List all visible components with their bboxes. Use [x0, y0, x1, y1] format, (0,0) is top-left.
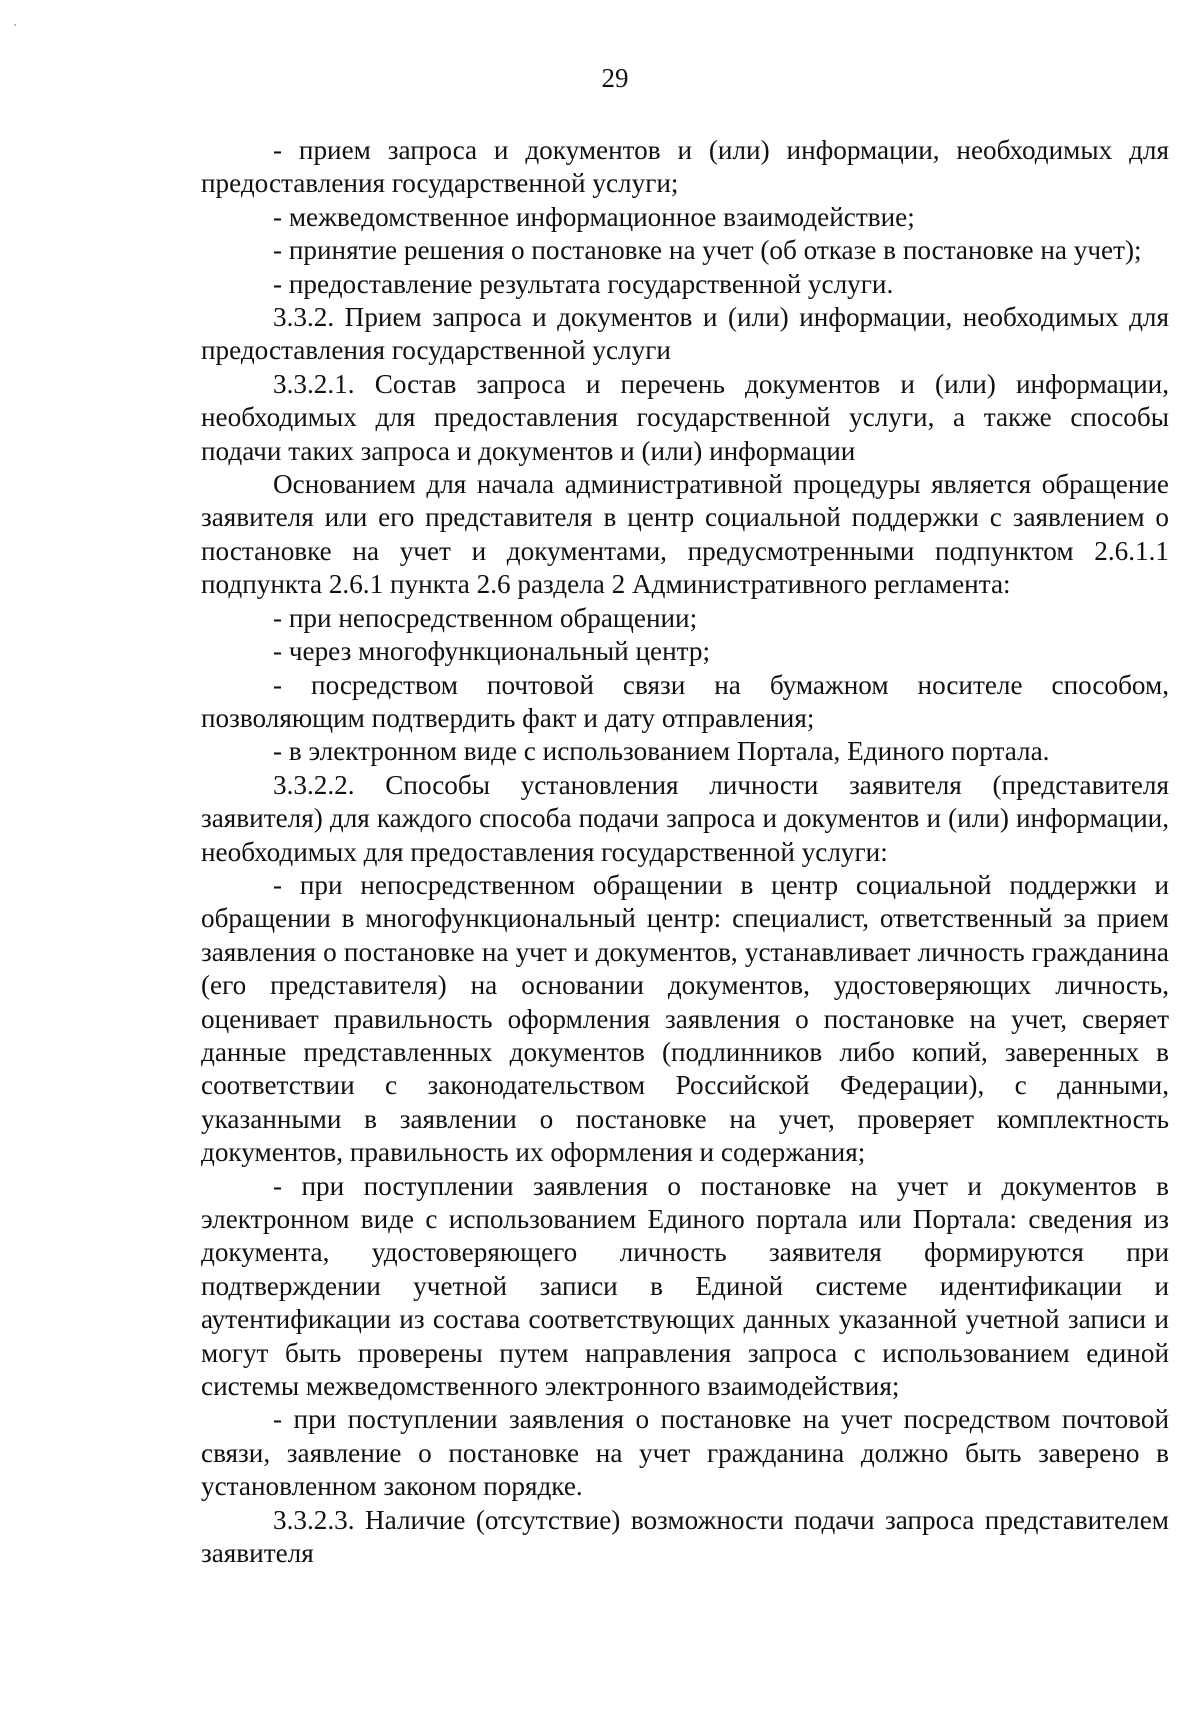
paragraph-list-item: - при поступлении заявления о постановке на учет посредством почтовой связи, заявление о постановке на учет гражданина должно быть заверено в установленном законом порядке. — [201, 1404, 1169, 1502]
section-heading: 3.3.2. Прием запроса и документов и (или) информации, необходимых для предоставления государственной услуги — [201, 302, 1169, 366]
page-number: 29 — [601, 63, 629, 93]
paragraph-list-item: - посредством почтовой связи на бумажном носителе способом, позволяющим подтвердить факт и дату отправления; — [201, 669, 1169, 733]
paragraph-list-item: - предоставление результата государственной услуги. — [273, 268, 894, 299]
scan-speck — [14, 24, 16, 26]
paragraph-list-item: - через многофункциональный центр; — [273, 636, 711, 667]
subsection-heading: 3.3.2.3. Наличие (отсутствие) возможности подачи запроса представителем заявителя — [201, 1504, 1169, 1569]
subsection-heading: 3.3.2.1. Состав запроса и перечень документов и (или) информации, необходимых для предоставления государственной услуги, а также способы подачи таких запроса и документов и (или) информации — [201, 368, 1169, 466]
subsection-heading: 3.3.2.2. Способы установления личности заявителя (представителя заявителя) для каждого способа подачи запроса и документов и (или) информации, необходимых для предоставления государственной услуги: — [201, 769, 1169, 867]
paragraph-list-item: - при поступлении заявления о постановке на учет и документов в электронном виде с использованием Единого портала или Портала: сведения из документа, удостоверяющего личность заявителя формируются при подтверждении учетной записи в Единой системе идентификации и аутентификации из состава соответствующих данных указанной учетной записи и могут быть проверены путем направления запроса с использованием единой системы межведомственного электронного взаимодействия; — [201, 1170, 1169, 1402]
paragraph: Основанием для начала административной процедуры является обращение заявителя или его представителя в центр социальной поддержки с заявлением о постановке на учет и документами, предусмотренными подпунктом 2.6.1.1 подпункта 2.6.1 пункта 2.6 раздела 2 Административного регламента: — [201, 469, 1169, 600]
paragraph-list-item: - при непосредственном обращении в центр социальной поддержки и обращении в многофункциональный центр: специалист, ответственный за прием заявления о постановке на учет и документов, устанавливает личность гражданина (его представителя) на основании документов, удостоверяющих личность, оценивает правильность оформления заявления о постановке на учет, сверяет данные представленных документов (подлинников либо копий, заверенных в соответствии с законодательством Российской Федерации), с данными, указанными в заявлении о постановке на учет, проверяет комплектность документов, правильность их оформления и содержания; — [201, 869, 1169, 1168]
document-body — [201, 134, 1169, 1570]
paragraph-list-item: - межведомственное информационное взаимодействие; — [273, 201, 915, 232]
paragraph-list-item: - принятие решения о постановке на учет (об отказе в постановке на учет); — [273, 235, 1142, 266]
paragraph-list-item: - при непосредственном обращении; — [273, 602, 698, 633]
paragraph-list-item: - в электронном виде с использованием Портала, Единого портала. — [273, 736, 1050, 767]
paragraph-list-item: - прием запроса и документов и (или) информации, необходимых для предоставления государственной услуги; — [201, 135, 1169, 199]
